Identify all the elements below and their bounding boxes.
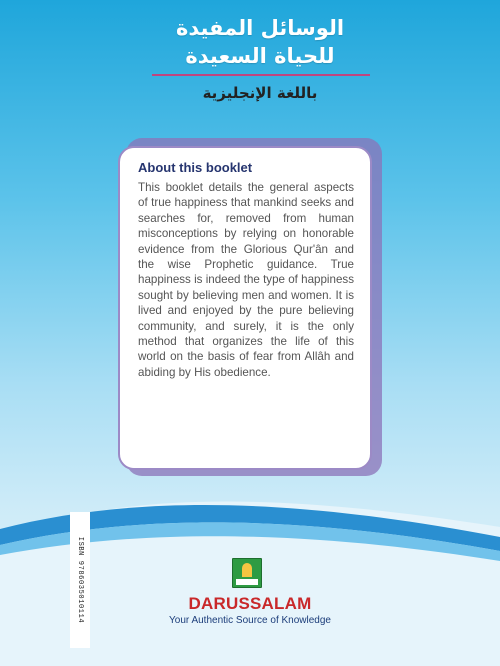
title-divider — [152, 74, 370, 76]
publisher-name: DARUSSALAM — [188, 594, 312, 613]
publisher-tagline: Your Authentic Source of Knowledge — [169, 615, 331, 626]
arabic-title — [150, 14, 370, 70]
about-body-text: This booklet details the general aspects of true happiness that mankind seeks and searches for, removed from human misconceptions by relying on honorable evidence from the Glorious Qur'ân and the wise Prophetic guidance. True happiness is indeed the type of happiness sought by believing men and women. It is lived and enjoyed by the pure believing community, and surely, it is the only method that organizes the life of this world on the basis of fear from Allâh and abiding by His obedience. — [138, 181, 354, 379]
isbn-barcode — [70, 512, 90, 648]
arabic-title-line-1: الوسائل المفيدة — [175, 16, 345, 40]
isbn-number: ISBN 9786035010114 — [76, 536, 84, 624]
arabic-subtitle: باللغة الإنجليزية — [202, 84, 318, 102]
arabic-title-line-2: للحياة السعيدة — [185, 44, 335, 68]
darussalam-logo-icon — [232, 558, 262, 588]
about-heading: About this booklet — [138, 160, 253, 175]
